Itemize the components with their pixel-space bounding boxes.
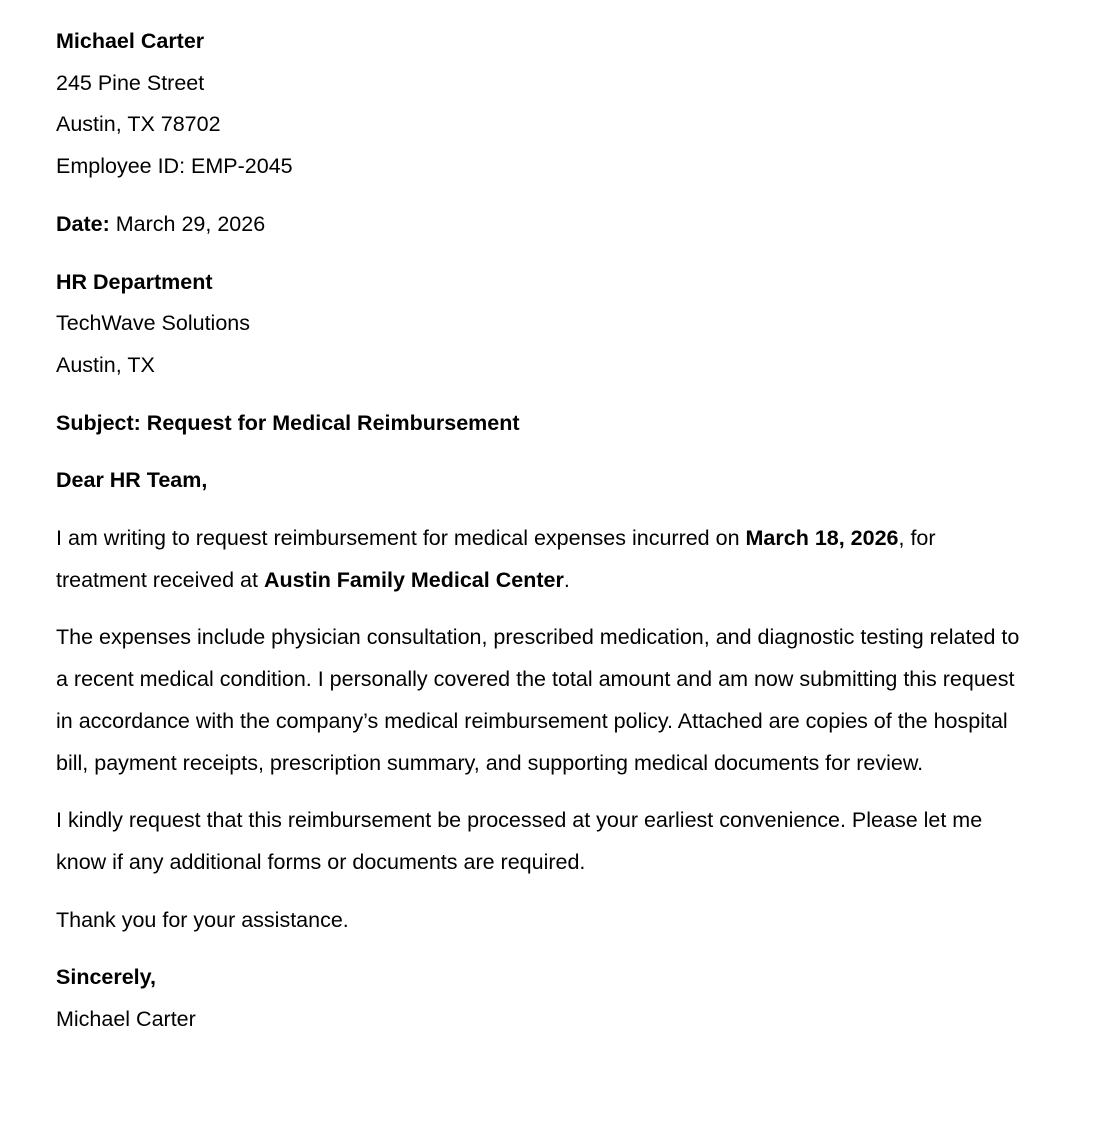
recipient-department: HR Department	[56, 269, 213, 294]
medical-center-name: Austin Family Medical Center	[263, 567, 564, 592]
sender-city-state-zip: Austin, TX 78702	[56, 112, 221, 137]
paragraph-request-text: , for treatment received at	[56, 526, 936, 592]
subject-line: Subject: Request for Medical Reimbursement	[56, 410, 520, 435]
paragraph-processing: I kindly request that this reimbursement be processed at your earliest convenience. Please let me know if any additional forms or documents are required.	[56, 808, 983, 874]
closing-signature: Michael Carter	[56, 1007, 196, 1032]
paragraph-request	[56, 518, 1031, 601]
sender-name: Michael Carter	[56, 29, 205, 53]
paragraph-thanks: Thank you for your assistance.	[56, 907, 349, 932]
date-label: Date:	[56, 211, 110, 236]
recipient-location: Austin, TX	[56, 352, 155, 377]
paragraph-request-text: I am writing to request reimbursement for medical expenses incurred on	[56, 526, 746, 551]
date-value: March 29, 2026	[115, 211, 266, 236]
sender-block	[56, 21, 1046, 188]
salutation: Dear HR Team,	[56, 468, 208, 493]
recipient-block	[56, 262, 1046, 387]
sender-street: 245 Pine Street	[56, 70, 205, 95]
closing-block	[56, 957, 1046, 1040]
sender-employee-id: Employee ID: EMP-2045	[56, 154, 293, 179]
paragraph-request-text: .	[563, 567, 570, 592]
incident-date: March 18, 2026	[745, 526, 899, 551]
recipient-company: TechWave Solutions	[56, 311, 250, 336]
date-line	[56, 204, 1046, 246]
closing-signoff: Sincerely,	[56, 965, 156, 990]
paragraph-expenses: The expenses include physician consultation, prescribed medication, and diagnostic testing related to a recent medical condition. I personally covered the total amount and am now submitting this request in accordance with the company’s medical reimbursement policy. Attached are copies of the hospital bill, payment receipts, prescription summary, and supporting medical documents for review.	[56, 625, 1020, 775]
